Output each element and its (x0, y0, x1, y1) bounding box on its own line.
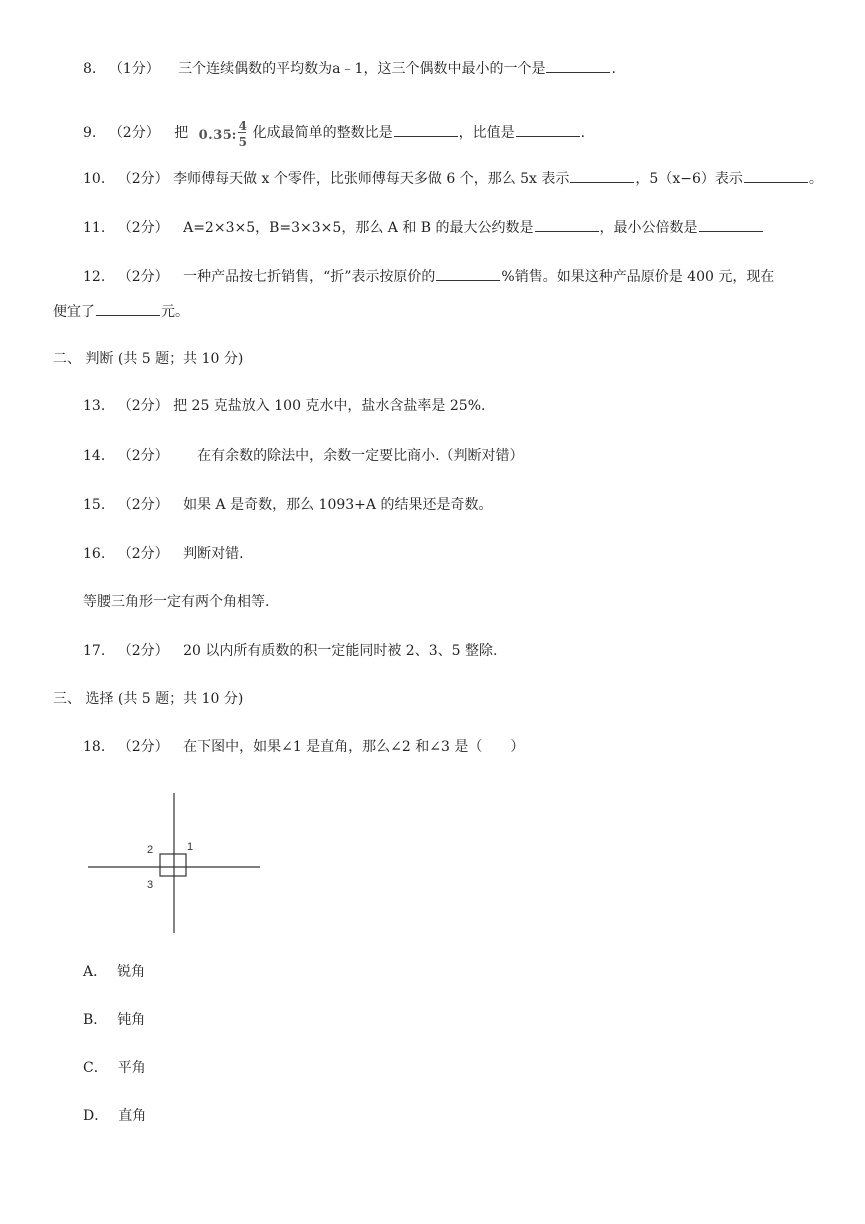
question-text: 判断对错. (183, 546, 244, 562)
question-text-2: ，最小公倍数是 (599, 220, 698, 236)
question-text: 如果 A 是奇数，那么 1093+A 的结果还是奇数。 (183, 497, 493, 513)
question-number: 15. (83, 497, 106, 513)
question-points: （2分） (117, 220, 169, 236)
option-letter: C． (83, 1060, 108, 1076)
question-number: 10. (83, 171, 106, 187)
question-text-3: 便宜了 (53, 304, 95, 320)
question-number: 8. (83, 61, 97, 77)
ratio-expression (199, 118, 247, 148)
question-text: 把 25 克盐放入 100 克水中，盐水含盐率是 25%. (173, 398, 486, 414)
answer-blank-1[interactable] (436, 266, 500, 281)
question-text: 把 (174, 125, 189, 141)
question-15 (83, 495, 492, 515)
question-text-4: . (580, 125, 586, 141)
answer-blank-2[interactable] (96, 301, 160, 316)
question-text: A=2×3×5，B=3×3×5，那么 A 和 B 的最大公约数是 (183, 220, 534, 236)
question-18 (83, 737, 524, 757)
question-text: 三个连续偶数的平均数为a﹣1，这三个偶数中最小的一个是 (164, 61, 546, 77)
answer-blank-2[interactable] (744, 168, 808, 183)
answer-blank[interactable] (546, 58, 610, 73)
question-number: 12. (83, 269, 106, 285)
angle-label-2: 2 (147, 844, 154, 856)
question-16 (83, 544, 244, 564)
section-title-choice: 三、 选择 (共 5 题；共 10 分) (53, 691, 244, 707)
question-11 (83, 217, 764, 238)
question-text-3: ，比值是 (458, 125, 515, 141)
question-text: 在有余数的除法中，余数一定要比商小.（判断对错） (183, 448, 524, 464)
option-text: 锐角 (117, 964, 146, 980)
question-text: 一种产品按七折销售，“折”表示按原价的 (183, 269, 436, 285)
answer-blank-2[interactable] (699, 217, 763, 232)
question-number: 9. (83, 125, 97, 141)
option-b[interactable] (83, 1010, 145, 1030)
question-points: （2分） (117, 171, 169, 187)
question-number: 13. (83, 398, 106, 414)
ratio-decimal: 0.35 (198, 128, 233, 143)
angle-label-3: 3 (147, 879, 154, 891)
question-text-end: . (611, 61, 616, 77)
question-number: 11. (83, 220, 106, 236)
question-12-continued (53, 301, 189, 322)
question-text-2: 化成最简单的整数比是 (252, 125, 393, 141)
question-text-2: %销售。如果这种产品原价是 400 元，现在 (501, 269, 775, 285)
question-text-3: 。 (808, 171, 823, 187)
question-number: 18. (83, 739, 106, 755)
question-14 (83, 446, 524, 466)
option-text: 平角 (117, 1060, 146, 1076)
option-a[interactable] (83, 962, 145, 982)
question-points: （2分） (117, 739, 169, 755)
question-10 (83, 168, 823, 189)
question-16-statement: 等腰三角形一定有两个角相等. (83, 594, 270, 610)
question-text: 在下图中，如果∠1 是直角，那么∠2 和∠3 是（ ） (183, 739, 525, 755)
question-points: （2分） (117, 448, 169, 464)
question-text-4: 元。 (161, 304, 189, 320)
answer-blank-2[interactable] (516, 122, 580, 137)
option-d[interactable] (83, 1106, 146, 1126)
question-number: 17. (83, 643, 106, 659)
question-number: 16. (83, 546, 106, 562)
question-points: （2分） (117, 269, 169, 285)
question-points: （2分） (117, 546, 169, 562)
question-8 (83, 58, 616, 79)
question-points: （2分） (117, 497, 169, 513)
section-title-judge: 二、 判断 (共 5 题；共 10 分) (53, 351, 244, 367)
angle-diagram (85, 790, 265, 935)
option-text: 直角 (118, 1108, 147, 1124)
option-text: 钝角 (117, 1012, 146, 1028)
question-points: （2分） (108, 125, 160, 141)
question-points: （1分） (108, 61, 160, 77)
option-letter: A． (83, 964, 108, 980)
angle-label-1: 1 (187, 841, 194, 853)
option-c[interactable] (83, 1058, 146, 1078)
answer-blank-1[interactable] (535, 217, 599, 232)
question-13 (83, 396, 485, 416)
question-points: （2分） (117, 398, 169, 414)
question-9 (83, 118, 585, 148)
question-text: 李师傅每天做 x 个零件，比张师傅每天多做 6 个，那么 5x 表示 (173, 171, 570, 187)
question-number: 14. (83, 448, 106, 464)
fraction-denominator: 5 (238, 135, 247, 149)
question-text-2: ，5（x−6）表示 (635, 171, 743, 187)
right-angle-marker (160, 854, 186, 876)
fraction-numerator: 4 (238, 119, 247, 133)
option-letter: D． (83, 1108, 109, 1124)
ratio-colon: : (231, 128, 237, 143)
answer-blank-1[interactable] (570, 168, 634, 183)
question-12 (83, 266, 774, 287)
question-points: （2分） (117, 643, 169, 659)
option-letter: B． (83, 1012, 108, 1028)
question-17 (83, 641, 497, 661)
angle-figure (85, 790, 265, 935)
answer-blank-1[interactable] (394, 122, 458, 137)
question-text: 20 以内所有质数的积一定能同时被 2、3、5 整除. (183, 643, 498, 659)
